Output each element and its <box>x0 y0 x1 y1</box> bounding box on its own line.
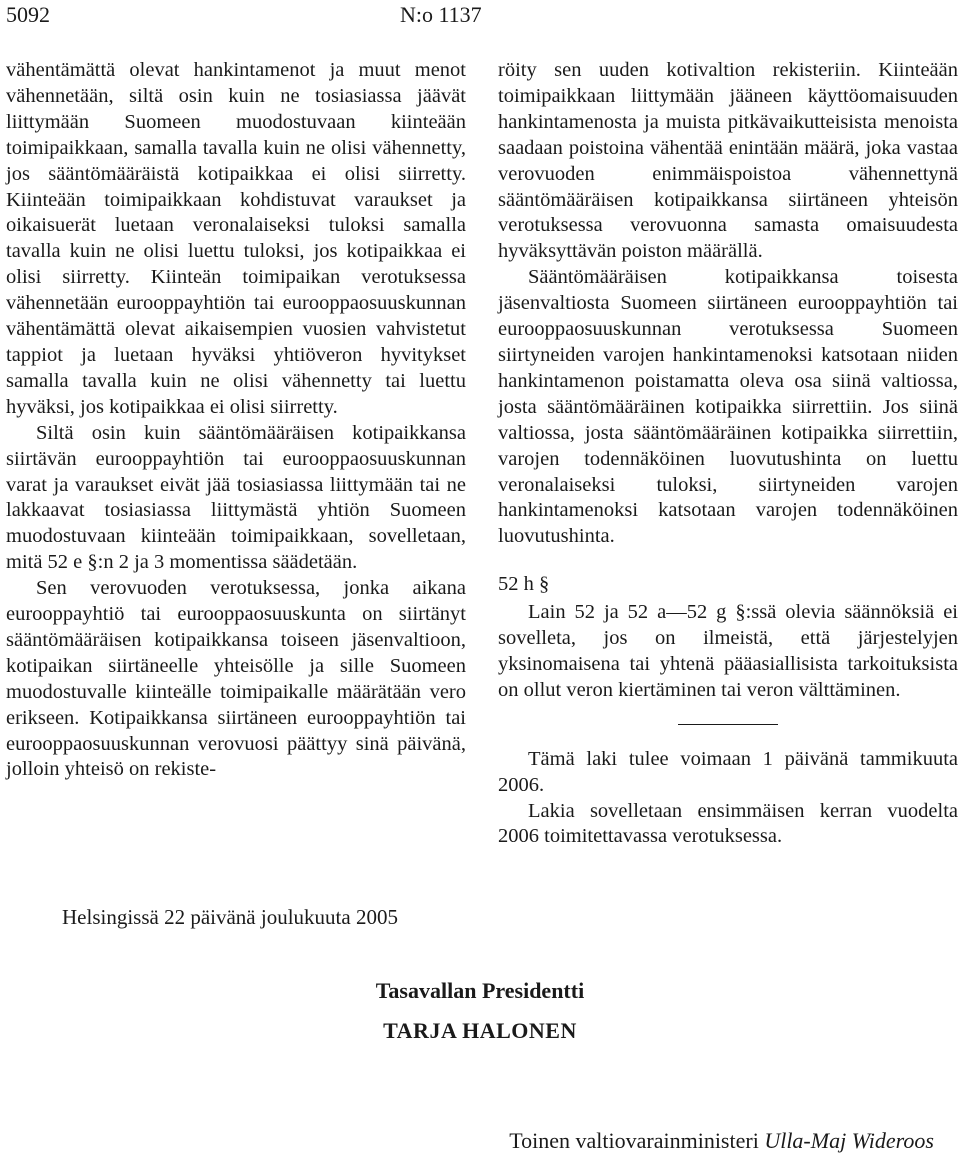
paragraph: röity sen uuden kotivaltion rekisteriin. Kiinteään toimipaikkaan liittymään jääneen käyttöomaisuuden hankintamenosta ja muista pitkävaikutteisista menoista saadaan poistoina vähentää enintään määrä, joka vastaa verovuoden enimmäispoistoa vähennettynä sääntömääräisen kotipaikkansa siirtäneen yhteisön verotuksessa verovuonna samasta omaisuudesta hyväksyttävän poiston määrällä. <box>498 59 958 263</box>
minister-signature <box>509 1128 934 1154</box>
issue-number: N:o 1137 <box>400 2 482 27</box>
paragraph: Tämä laki tulee voimaan 1 päivänä tammikuuta 2006. <box>498 747 958 796</box>
minister-name: Ulla-Maj Wideroos <box>764 1128 934 1153</box>
left-column <box>6 58 466 783</box>
page-header <box>0 0 960 36</box>
signer-title: Tasavallan Presidentti <box>375 978 585 1003</box>
paragraph: Siltä osin kuin sääntömääräisen kotipaikkansa siirtävän eurooppayhtiön tai eurooppaosuuskunnan varat ja varaukset eivät jää tosiasiassa liittymään tai ne lakkaavat tosiasiassa liittymästä yhtiön Suomeen muodostuvaan kiinteään toimipaikkaan, sovelletaan, mitä 52 e §:n 2 ja 3 momentissa säädetään. <box>6 421 466 574</box>
signer-name: TARJA HALONEN <box>383 1018 577 1043</box>
section-heading: 52 h § <box>498 573 550 596</box>
paragraph: Lain 52 ja 52 a—52 g §:ssä olevia säännöksiä ei sovelleta, jos on ilmeistä, että järjestelyjen yksinomaisena tai yhtenä pääasiallisista tarkoituksista on ollut veron kiertäminen tai veron välttäminen. <box>498 601 958 701</box>
paragraph: Sen verovuoden verotuksessa, jonka aikana eurooppayhtiö tai eurooppaosuuskunta on siirtänyt sääntömääräisen kotipaikkansa toiseen jäsenvaltioon, kotipaikan siirtäneelle yhteisölle ja sille Suomeen muodostuvalle kiinteälle toimipaikalle määrätään vero erikseen. Kotipaikkansa siirtäneen eurooppayhtiön tai eurooppaosuuskunnan verovuosi päättyy sinä päivänä, jolloin yhteisö on rekiste- <box>6 577 466 781</box>
paragraph: Sääntömääräisen kotipaikkansa toisesta jäsenvaltiosta Suomeen siirtäneen eurooppayhtiön tai eurooppaosuuskunnan verotuksessa Suomeen siirtyneiden varojen hankintamenoksi katsotaan niiden hankintamenon poistamatta oleva osa siinä valtiossa, josta sääntömääräinen kotipaikka siirrettiin. Jos siinä valtiossa, josta sääntömääräinen kotipaikka siirrettiin, varojen todennäköinen luovutushinta on luettu veronalaiseksi tuloksi, siirtyneiden varojen hankintamenoksi katsotaan varojen todennäköinen luovutushinta. <box>498 266 958 548</box>
paragraph: Lakia sovelletaan ensimmäisen kerran vuodelta 2006 toimitettavassa verotuksessa. <box>498 799 958 848</box>
minister-title: Toinen valtiovarainministeri <box>509 1128 759 1153</box>
right-column <box>498 58 958 850</box>
divider <box>678 724 778 725</box>
paragraph: vähentämättä olevat hankintamenot ja muut menot vähennetään, siltä osin kuin ne tosiasiassa jäävät liittymään Suomeen muodostuvaan kiinteään toimipaikkaan, samalla tavalla kuin ne olisi vähennetty, jos sääntömääräistä kotipaikkaa ei olisi siirretty. Kiinteään toimipaikkaan kohdistuvat varaukset ja oikaisuerät luetaan veronalaiseksi tuloksi samalla tavalla kuin ne olisi luettu tuloksi, jos kotipaikkaa ei olisi siirretty. Kiinteän toimipaikan verotuksessa vähennetään eurooppayhtiön tai eurooppaosuuskunnan vähentämättä olevat aikaisempien vuosien vahvistetut tappiot ja luetaan hyväksi yhtiöveron hyvitykset samalla tavalla kuin ne olisi vähennetty tai luettu hyväksi, jos kotipaikkaa ei olisi siirretty. <box>6 59 466 418</box>
place-date: Helsingissä 22 päivänä joulukuuta 2005 <box>62 905 398 929</box>
page-number: 5092 <box>6 2 50 27</box>
